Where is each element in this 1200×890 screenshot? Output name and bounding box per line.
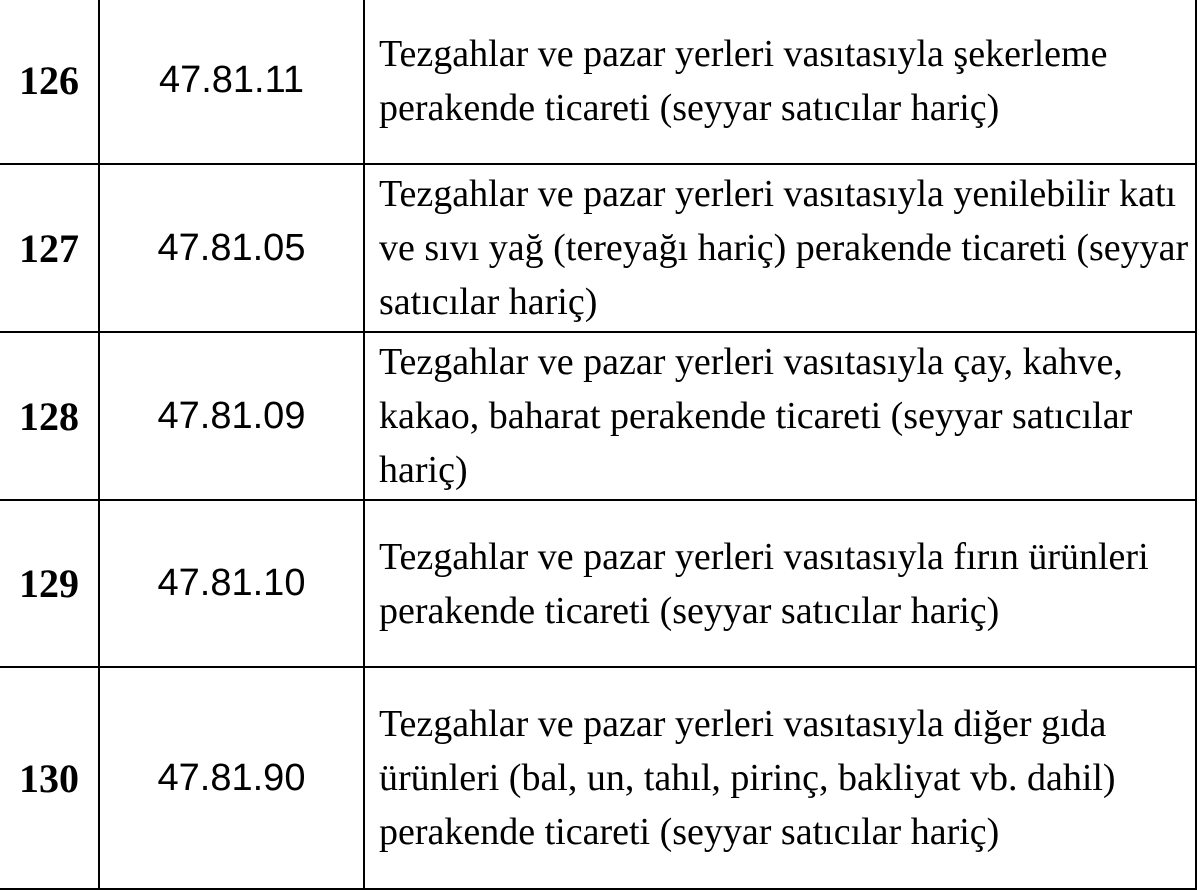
table-row (0, 500, 1196, 667)
activity-description: Tezgahlar ve pazar yerleri vasıtasıyla şekerleme perakende ticareti (seyyar satıcılar hariç) (364, 0, 1196, 164)
row-number: 129 (0, 500, 99, 667)
activity-code: 47.81.11 (99, 0, 364, 164)
activity-description: Tezgahlar ve pazar yerleri vasıtasıyla yenilebilir katı ve sıvı yağ (tereyağı hariç) perakende ticareti (seyyar satıcılar hariç) (364, 164, 1196, 332)
activity-description: Tezgahlar ve pazar yerleri vasıtasıyla fırın ürünleri perakende ticareti (seyyar satıcılar hariç) (364, 500, 1196, 667)
table-row (0, 667, 1196, 889)
activity-description: Tezgahlar ve pazar yerleri vasıtasıyla diğer gıda ürünleri (bal, un, tahıl, pirinç, bakliyat vb. dahil) perakende ticareti (seyyar satıcılar hariç) (364, 667, 1196, 889)
activity-code: 47.81.10 (99, 500, 364, 667)
row-number: 130 (0, 667, 99, 889)
activity-code: 47.81.09 (99, 332, 364, 500)
table-row (0, 0, 1196, 164)
row-number: 127 (0, 164, 99, 332)
row-number: 128 (0, 332, 99, 500)
activity-description: Tezgahlar ve pazar yerleri vasıtasıyla çay, kahve, kakao, baharat perakende ticareti (seyyar satıcılar hariç) (364, 332, 1196, 500)
table-row (0, 332, 1196, 500)
table-row (0, 164, 1196, 332)
activity-code: 47.81.90 (99, 667, 364, 889)
row-number: 126 (0, 0, 99, 164)
activity-code: 47.81.05 (99, 164, 364, 332)
